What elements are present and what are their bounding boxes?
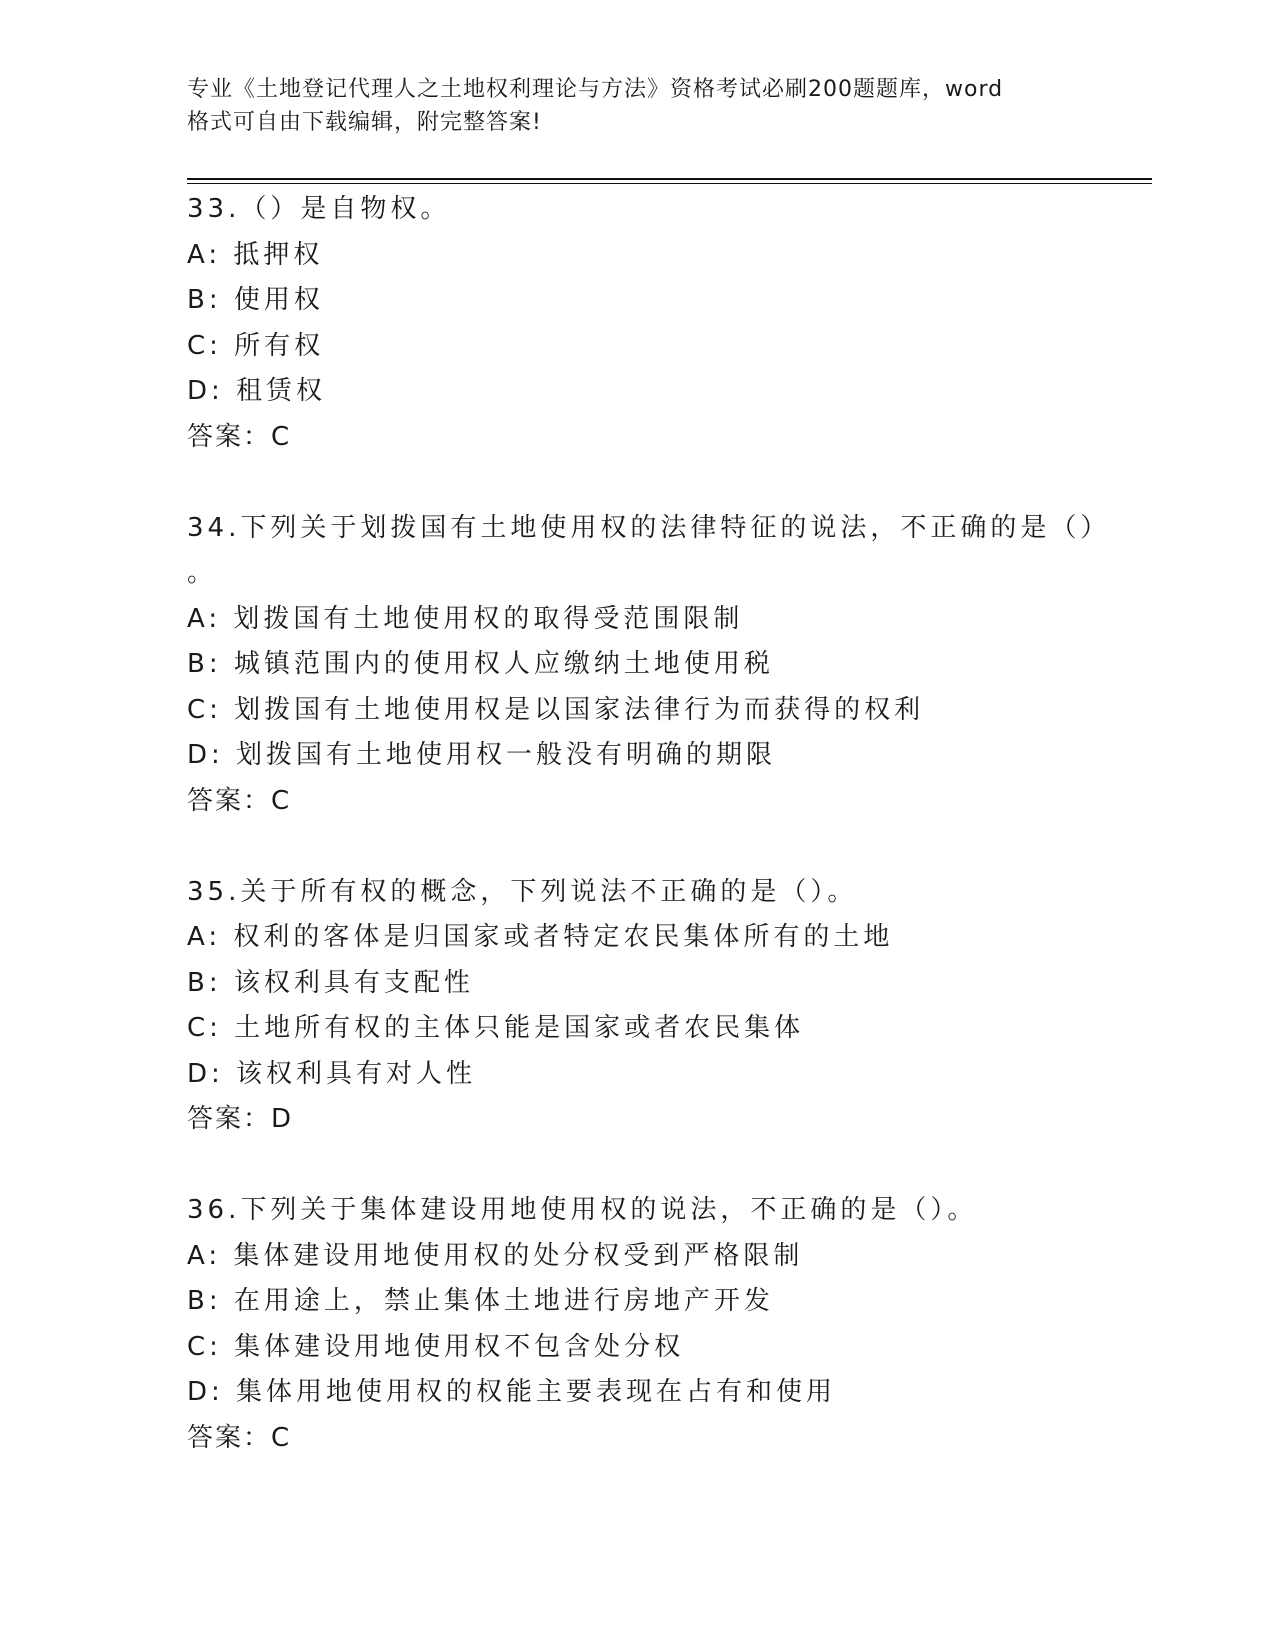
spacer <box>187 460 1147 506</box>
question-36 <box>187 1188 1147 1461</box>
answer-line: 答案：D <box>187 1104 294 1134</box>
option-c: C: 所有权 <box>187 330 325 361</box>
header-divider-thin <box>187 183 1152 184</box>
document-header <box>187 73 1067 139</box>
answer-line: 答案：C <box>187 421 292 452</box>
option-c: C: 划拨国有土地使用权是以国家法律行为而获得的权利 <box>187 694 925 725</box>
question-34 <box>187 506 1147 825</box>
question-text-continuation: 。 <box>187 558 218 588</box>
question-list <box>187 187 1147 1461</box>
option-a: A: 划拨国有土地使用权的取得受范围限制 <box>187 603 744 634</box>
header-line-2: 格式可自由下载编辑，附完整答案! <box>187 110 542 135</box>
option-b: B: 该权利具有支配性 <box>187 967 474 998</box>
question-text: 36.下列关于集体建设用地使用权的说法，不正确的是（）。 <box>187 1195 978 1225</box>
spacer <box>187 1143 1147 1189</box>
option-d: D: 租赁权 <box>187 376 327 406</box>
option-a: A: 集体建设用地使用权的处分权受到严格限制 <box>187 1240 804 1271</box>
question-35 <box>187 870 1147 1143</box>
question-text: 35.关于所有权的概念，下列说法不正确的是（）。 <box>187 876 858 907</box>
option-b: B: 城镇范围内的使用权人应缴纳土地使用税 <box>187 649 774 679</box>
spacer <box>187 824 1147 870</box>
option-c: C: 集体建设用地使用权不包含处分权 <box>187 1331 685 1362</box>
option-d: D: 该权利具有对人性 <box>187 1058 477 1089</box>
option-a: A: 权利的客体是归国家或者特定农民集体所有的土地 <box>187 922 894 952</box>
question-33 <box>187 187 1147 460</box>
option-b: B: 使用权 <box>187 285 324 315</box>
option-d: D: 划拨国有土地使用权一般没有明确的期限 <box>187 740 777 770</box>
option-d: D: 集体用地使用权的权能主要表现在占有和使用 <box>187 1377 837 1407</box>
question-text: 34.下列关于划拨国有土地使用权的法律特征的说法，不正确的是（） <box>187 512 1111 543</box>
header-divider-thick <box>187 178 1152 180</box>
answer-line: 答案：C <box>187 785 292 816</box>
question-text: 33.（）是自物权。 <box>187 194 451 224</box>
option-b: B: 在用途上，禁止集体土地进行房地产开发 <box>187 1286 774 1316</box>
answer-line: 答案：C <box>187 1422 292 1453</box>
option-a: A: 抵押权 <box>187 239 324 270</box>
option-c: C: 土地所有权的主体只能是国家或者农民集体 <box>187 1013 805 1043</box>
header-line-1: 专业《土地登记代理人之土地权利理论与方法》资格考试必刷200题题库，word <box>187 77 1004 102</box>
